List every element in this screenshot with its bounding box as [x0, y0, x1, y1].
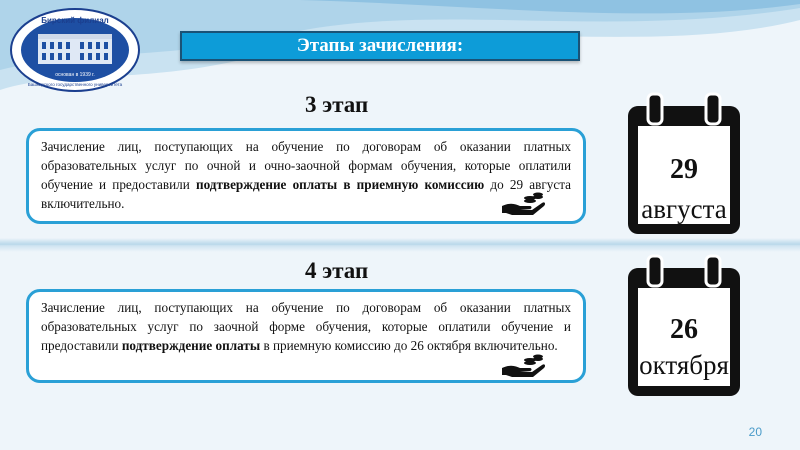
- hand-coins-icon: [500, 354, 546, 380]
- svg-text:Бирский филиал: Бирский филиал: [41, 16, 109, 25]
- stage-3-title: 3 этап: [305, 92, 369, 117]
- svg-text:Башкирского государственного у: Башкирского государственного университета: [27, 82, 123, 87]
- hand-coins-icon: [500, 192, 546, 218]
- calendar-month: октября: [639, 350, 729, 380]
- stage-4-text-end: в приемную комиссию до 26 октября включительно.: [260, 338, 558, 353]
- stage-3-text-end: до 29 августа включительно.: [41, 177, 571, 211]
- university-logo: [8, 6, 142, 94]
- svg-text:основан в 1939 г.: основан в 1939 г.: [55, 72, 95, 78]
- stage-4-title: 4 этап: [305, 258, 369, 283]
- section-divider: [0, 238, 800, 252]
- calendar-day: 26: [670, 314, 698, 345]
- calendar-day: 29: [670, 154, 698, 185]
- stage-4-bold-text: подтверждение оплаты: [121, 338, 261, 353]
- stage-3-bold-text: подтверждение оплаты в приемную комиссию: [195, 177, 485, 192]
- stage-3-text: Зачисление лиц, поступающих на обучение по договорам об оказании платных образовательных услуг по очной и очно-заочной формам обучения, которые оплатили обучение и предоставили: [41, 139, 571, 192]
- page-number: 20: [748, 425, 762, 439]
- stage-4-text: Зачисление лиц, поступающих на обучение по договорам об оказании платных образовательных услуг по заочной форме обучения, которые оплатили обучение и предоставили: [41, 300, 571, 353]
- page-title: Этапы зачисления:: [180, 31, 580, 61]
- calendar-month: августа: [641, 194, 727, 224]
